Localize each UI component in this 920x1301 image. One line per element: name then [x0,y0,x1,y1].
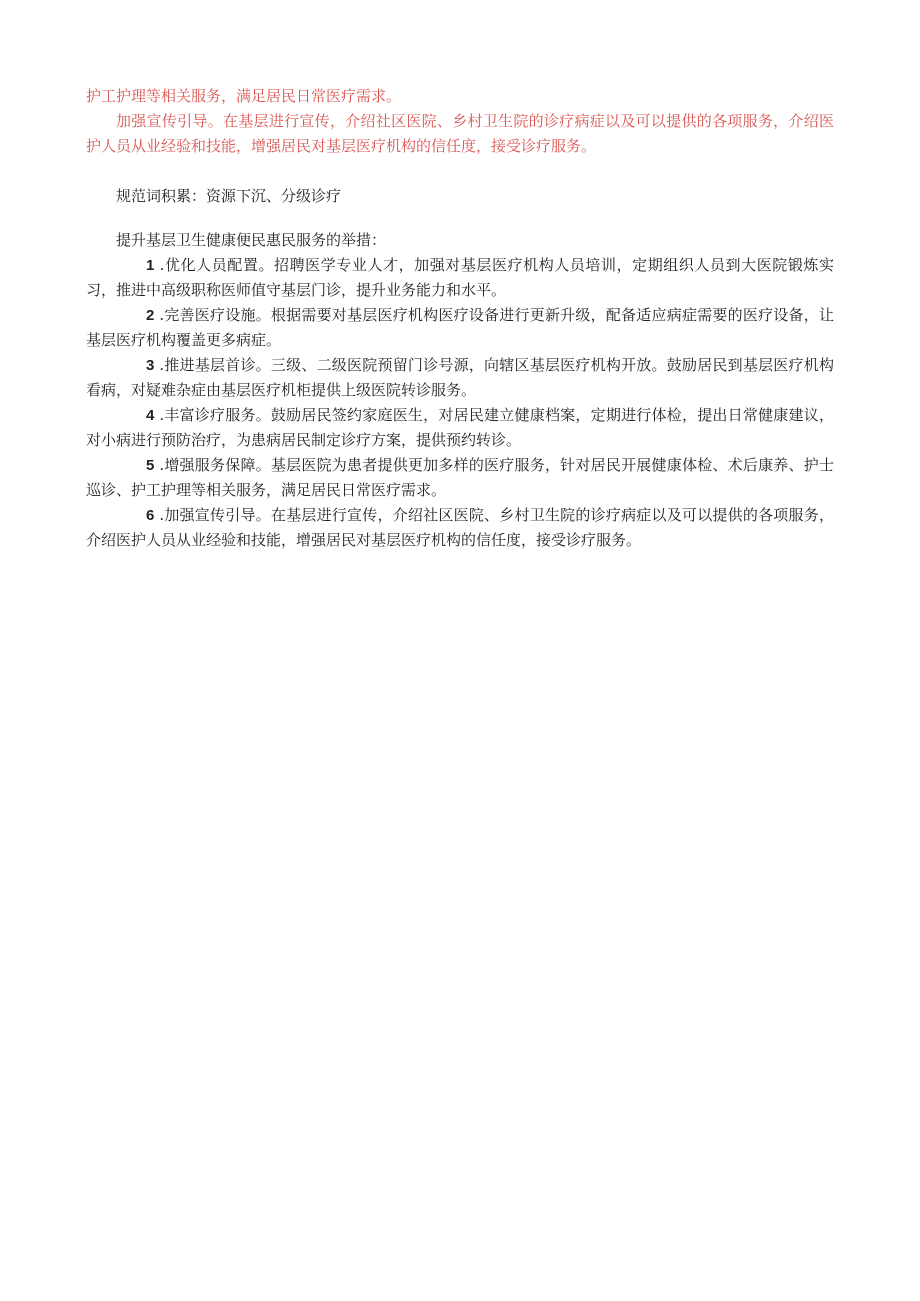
document-page [86,84,834,553]
item-number: 4 [146,407,155,424]
item-text: 完善医疗设施。根据需要对基层医疗机构医疗设备进行更新升级，配备适应病症需要的医疗设备，让基层医疗机构覆盖更多病症。 [86,306,834,349]
list-item [86,303,834,353]
item-text: 推进基层首诊。三级、二级医院预留门诊号源，向辖区基层医疗机构开放。鼓励居民到基层医疗机构看病，对疑难杂症由基层医疗机柜提供上级医院转诊服务。 [86,356,834,399]
intro-line: 护工护理等相关服务，满足居民日常医疗需求。 [86,87,402,105]
measures-list [86,253,834,553]
list-item [86,353,834,403]
item-separator: . [154,406,165,424]
item-number: 2 [146,307,155,324]
item-text: 优化人员配置。招聘医学专业人才，加强对基层医疗机构人员培训，定期组织人员到大医院锻炼实习，推进中高级职称医师值守基层门诊，提升业务能力和水平。 [86,256,834,299]
item-number: 6 [146,507,155,524]
list-item [86,503,834,553]
item-separator: . [154,456,165,474]
item-text: 增强服务保障。基层医院为患者提供更加多样的医疗服务，针对居民开展健康体检、术后康养、护士巡诊、护工护理等相关服务，满足居民日常医疗需求。 [86,456,834,499]
item-number: 1 [146,257,155,274]
spacer [86,159,834,184]
item-separator: . [154,356,165,374]
list-item [86,453,834,503]
item-number: 3 [146,357,155,374]
list-item [86,403,834,453]
item-text: 加强宣传引导。在基层进行宣传，介绍社区医院、乡村卫生院的诊疗病症以及可以提供的各项服务，介绍医护人员从业经验和技能，增强居民对基层医疗机构的信任度，接受诊疗服务。 [86,506,834,549]
item-separator: . [154,256,165,274]
item-text: 丰富诊疗服务。鼓励居民签约家庭医生，对居民建立健康档案，定期进行体检，提出日常健康建议，对小病进行预防治疗，为患病居民制定诊疗方案，提供预约转诊。 [86,406,834,449]
item-separator: . [154,306,165,324]
measures-heading: 提升基层卫生健康便民惠民服务的举措： [116,231,387,249]
list-item [86,253,834,303]
item-number: 5 [146,457,155,474]
intro-paragraph: 加强宣传引导。在基层进行宣传，介绍社区医院、乡村卫生院的诊疗病症以及可以提供的各项服务，介绍医护人员从业经验和技能，增强居民对基层医疗机构的信任度，接受诊疗服务。 [86,112,834,155]
vocab-line: 规范词积累：资源下沉、分级诊疗 [116,187,342,205]
item-separator: . [154,506,165,524]
spacer [86,209,834,228]
